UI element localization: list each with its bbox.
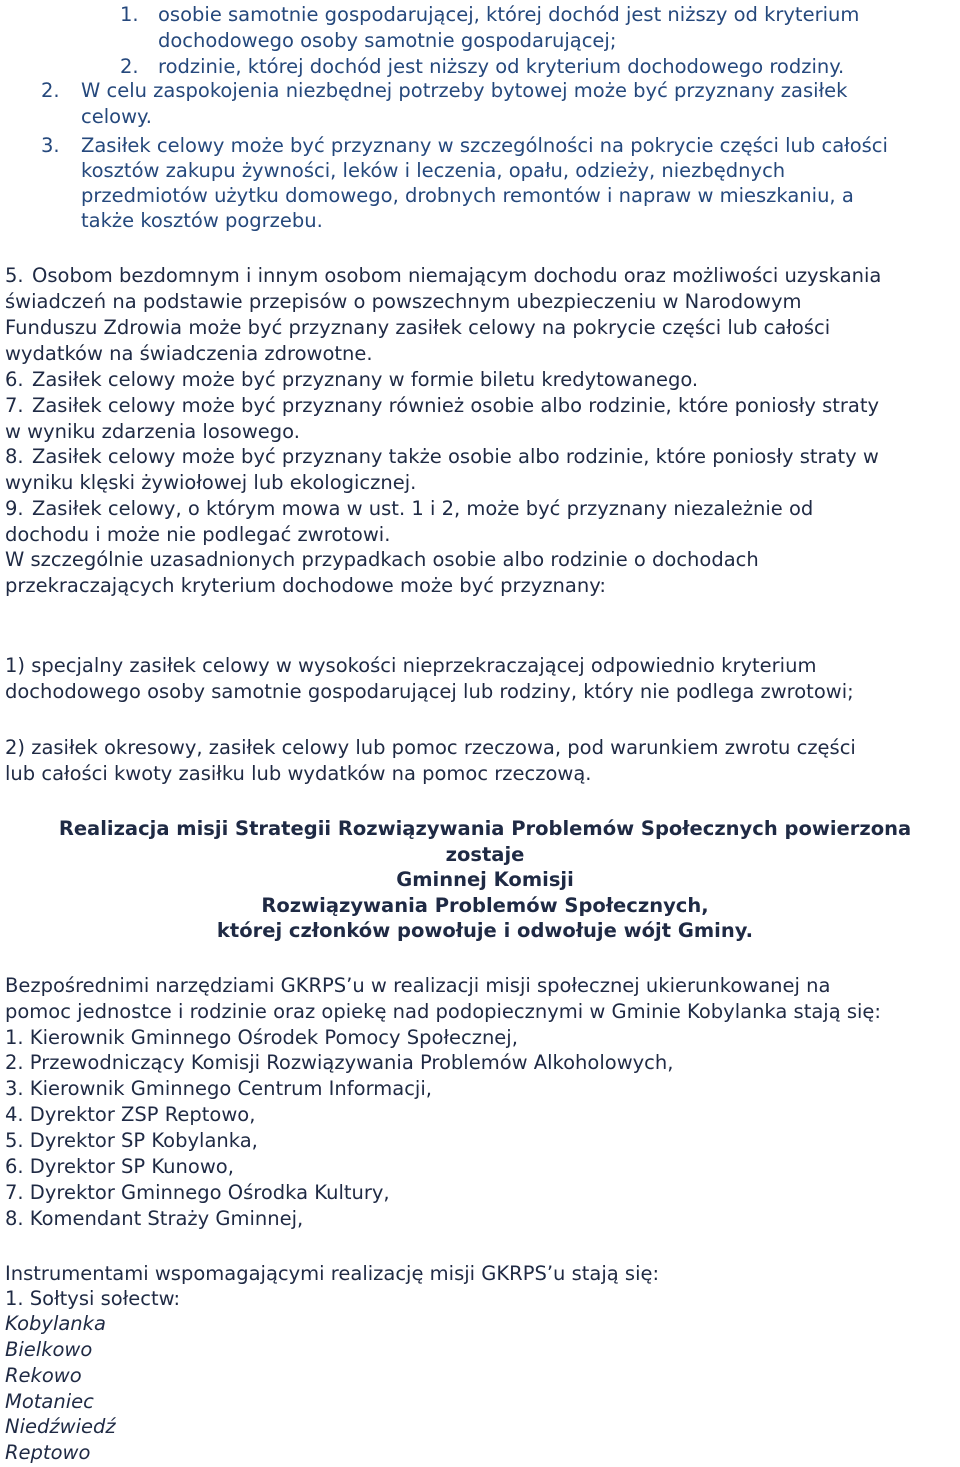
list-item: 1. Sołtysi sołectw: — [5, 1287, 181, 1310]
section-heading: Rozwiązywania Problemów Społecznych, — [261, 894, 709, 917]
list-item-text: osobie samotnie gospodarującej, której dochód jest niższy od kryterium — [158, 3, 860, 26]
list-item: 7. Dyrektor Gminnego Ośrodka Kultury, — [5, 1181, 390, 1204]
list-item: 8. Komendant Straży Gminnej, — [5, 1207, 304, 1230]
paragraph-text: Bezpośrednimi narzędziami GKRPS’u w realizacji misji społecznej ukierunkowanej na — [5, 974, 831, 997]
paragraph-text: świadczeń na podstawie przepisów o powszechnym ubezpieczeniu w Narodowym — [5, 290, 802, 313]
village-name: Niedźwiedź — [5, 1415, 116, 1438]
list-item-text: kosztów zakupu żywności, leków i leczenia, opału, odzieży, niezbędnych — [81, 159, 786, 182]
paragraph-number: 6. — [5, 368, 24, 391]
paragraph-text: pomoc jednostce i rodzinie oraz opiekę nad podopiecznymi w Gminie Kobylanka stają się: — [5, 1000, 881, 1023]
village-name: Motaniec — [5, 1390, 94, 1413]
option-text: dochodowego osoby samotnie gospodarującej lub rodziny, który nie podlega zwrotowi; — [5, 680, 854, 703]
paragraph-text: dochodu i może nie podlegać zwrotowi. — [5, 523, 391, 546]
paragraph-text: W szczególnie uzasadnionych przypadkach osobie albo rodzinie o dochodach — [5, 548, 759, 571]
list-number: 2. — [41, 79, 60, 102]
paragraph-number: 7. — [5, 394, 24, 417]
village-name: Reptowo — [5, 1441, 91, 1464]
section-heading: Gminnej Komisji — [396, 868, 574, 891]
paragraph-text: Osobom bezdomnym i innym osobom niemającym dochodu oraz możliwości uzyskania — [32, 264, 882, 287]
list-item-text: Zasiłek celowy może być przyznany w szczególności na pokrycie części lub całości — [81, 134, 888, 157]
list-item-text: także kosztów pogrzebu. — [81, 209, 323, 232]
village-name: Bielkowo — [5, 1338, 93, 1361]
list-number: 1. — [120, 3, 139, 26]
list-item: 4. Dyrektor ZSP Reptowo, — [5, 1103, 256, 1126]
paragraph-text: wyniku klęski żywiołowej lub ekologicznej. — [5, 471, 417, 494]
list-item-text: dochodowego osoby samotnie gospodarującej; — [158, 29, 617, 52]
list-item: 5. Dyrektor SP Kobylanka, — [5, 1129, 258, 1152]
list-item-text: przedmiotów użytku domowego, drobnych remontów i napraw w mieszkaniu, a — [81, 184, 854, 207]
paragraph-text: Zasiłek celowy może być przyznany także osobie albo rodzinie, które poniosły straty w — [32, 445, 879, 468]
paragraph-text: Zasiłek celowy, o którym mowa w ust. 1 i 2, może być przyznany niezależnie od — [32, 497, 814, 520]
section-heading: Realizacja misji Strategii Rozwiązywania Problemów Społecznych powierzona — [58, 817, 912, 840]
paragraph-number: 8. — [5, 445, 24, 468]
paragraph-text: Zasiłek celowy może być przyznany również osobie albo rodzinie, które poniosły straty — [32, 394, 880, 417]
section-heading: której członków powołuje i odwołuje wójt Gminy. — [216, 919, 754, 942]
paragraph-text: przekraczających kryterium dochodowe może być przyznany: — [5, 574, 606, 597]
list-item: 3. Kierownik Gminnego Centrum Informacji, — [5, 1077, 432, 1100]
village-name: Kobylanka — [5, 1312, 106, 1335]
list-number: 2. — [120, 55, 139, 78]
paragraph-number: 9. — [5, 497, 24, 520]
list-item: 1. Kierownik Gminnego Ośrodek Pomocy Społecznej, — [5, 1026, 518, 1049]
paragraph-text: w wyniku zdarzenia losowego. — [5, 420, 300, 443]
option-text: 2) zasiłek okresowy, zasiłek celowy lub pomoc rzeczowa, pod warunkiem zwrotu części — [5, 736, 856, 759]
option-text: lub całości kwoty zasiłku lub wydatków na pomoc rzeczową. — [5, 762, 592, 785]
paragraph-text: Zasiłek celowy może być przyznany w formie biletu kredytowanego. — [32, 368, 699, 391]
list-item-text: celowy. — [81, 105, 152, 128]
section-heading: zostaje — [445, 843, 525, 866]
paragraph-text: Instrumentami wspomagającymi realizację misji GKRPS’u stają się: — [5, 1262, 660, 1285]
option-text: 1) specjalny zasiłek celowy w wysokości nieprzekraczającej odpowiednio kryterium — [5, 654, 817, 677]
list-item: 6. Dyrektor SP Kunowo, — [5, 1155, 234, 1178]
list-item-text: W celu zaspokojenia niezbędnej potrzeby bytowej może być przyznany zasiłek — [81, 79, 848, 102]
list-item: 2. Przewodniczący Komisji Rozwiązywania Problemów Alkoholowych, — [5, 1051, 674, 1074]
paragraph-text: wydatków na świadczenia zdrowotne. — [5, 342, 373, 365]
village-name: Rekowo — [5, 1364, 82, 1387]
paragraph-number: 5. — [5, 264, 24, 287]
paragraph-text: Funduszu Zdrowia może być przyznany zasiłek celowy na pokrycie części lub całości — [5, 316, 831, 339]
list-number: 3. — [41, 134, 60, 157]
list-item-text: rodzinie, której dochód jest niższy od kryterium dochodowego rodziny. — [158, 55, 845, 78]
